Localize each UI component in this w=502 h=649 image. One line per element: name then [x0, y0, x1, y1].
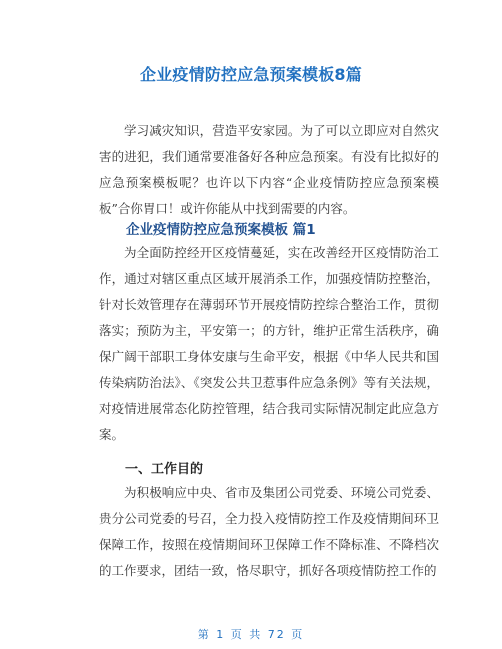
intro-paragraph: 学习减灾知识，营造平安家园。为了可以立即应对自然灾害的进犯，我们通常要准备好各种应急预案。有没有比拟好的应急预案模板呢？也许以下内容“企业疫情防控应急预案模板”合你胃口！或许你能从中找到需要的内容。: [99, 123, 439, 216]
heading-work-purpose: 一、工作目的: [125, 462, 204, 477]
page-footer: 第 1 页 共 72 页: [197, 628, 305, 641]
section-paragraph: 为全面防控经开区疫情蔓延，实在改善经开区疫情防治工作，通过对辖区重点区域开展消杀工作，加强疫情防控整治，针对长效管理存在薄弱环节开展疫情防控综合整治工作，贯彻落实；预防为主，平安第一；的方针，维护正常生活秩序，确保广阔干部职工身体安康与生命平安，根据《中华人民共和国传染病防治法》、《突发公共卫惹事件应急条例》等有关法规，对疫情进展常态化防控管理，结合我司实际情况制定此应急方案。: [99, 245, 439, 442]
section-title: 企业疫情防控应急预案模板 篇1: [126, 222, 316, 238]
work-purpose-paragraph: 为积极响应中央、省市及集团公司党委、环境公司党委、贵分公司党委的号召，全力投入疫情防控工作及疫情期间环卫保障工作，按照在疫情期间环卫保障工作不降标准、不降档次的工作要求，团结一致，恪尽职守，抓好各项疫情防控工作的: [99, 485, 439, 578]
document-title: 企业疫情防控应急预案模板8篇: [140, 65, 362, 84]
